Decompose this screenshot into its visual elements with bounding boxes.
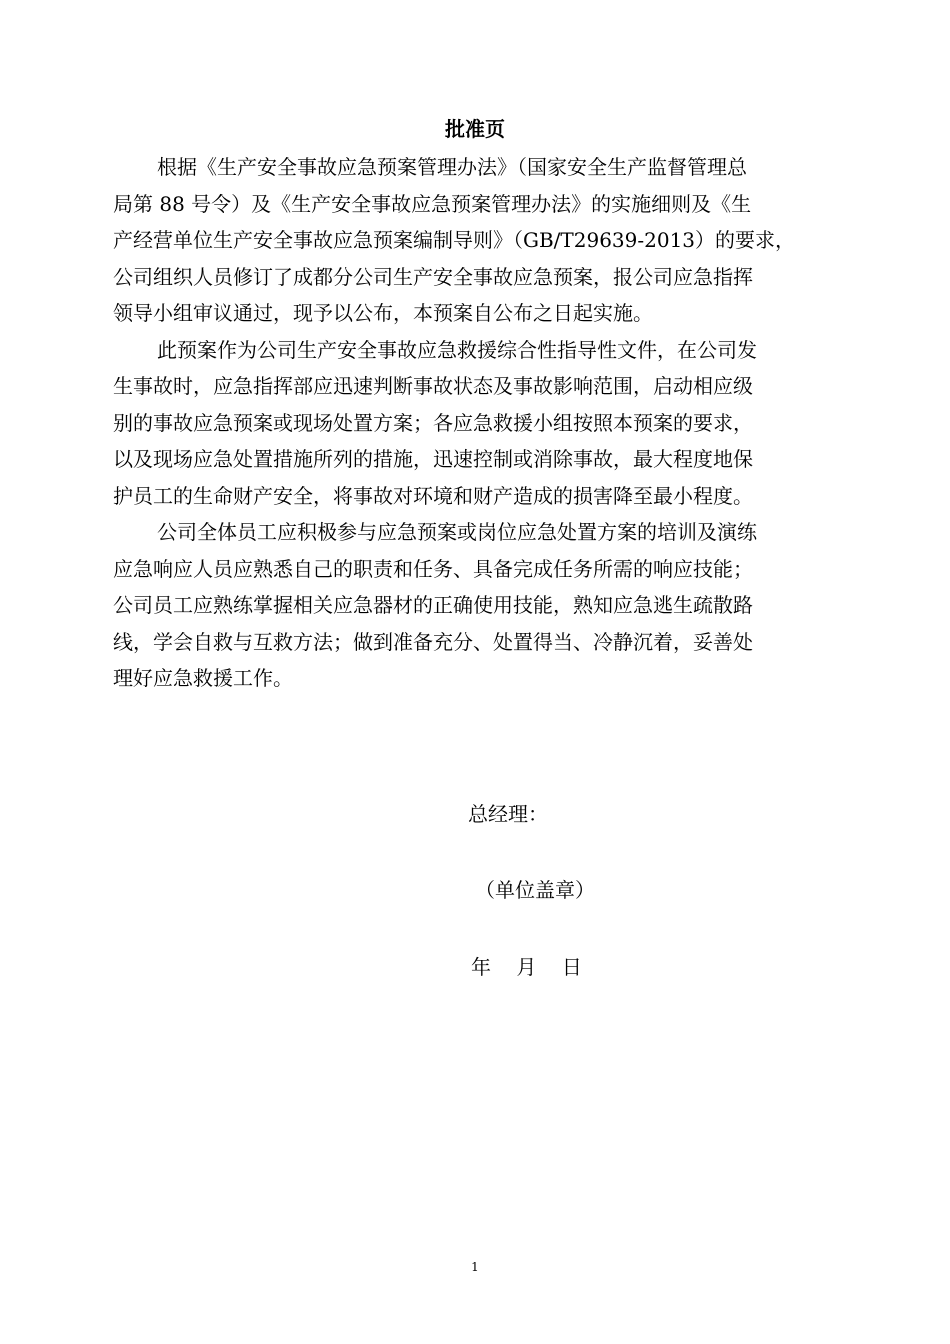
paragraph-line: 理好应急救援工作。	[113, 666, 293, 690]
paragraph-line: 以及现场应急处置措施所列的措施，迅速控制或消除事故，最大程度地保	[113, 447, 753, 471]
paragraph-line: 公司组织人员修订了成都分公司生产安全事故应急预案，报公司应急指挥	[113, 264, 753, 289]
paragraph-line: 领导小组审议通过，现予以公布，本预案自公布之日起实施。	[113, 301, 653, 325]
paragraph-line: 生事故时，应急指挥部应迅速判断事故状态及事故影响范围，启动相应级	[113, 374, 753, 398]
general-manager-label: 总经理：	[468, 802, 548, 826]
paragraph-1	[113, 149, 853, 332]
document-body	[113, 149, 853, 697]
date-label: 年 月 日	[471, 955, 582, 979]
paragraph-line: 根据《生产安全事故应急预案管理办法》（国家安全生产监督管理总	[157, 155, 747, 179]
paragraph-line: 别的事故应急预案或现场处置方案；各应急救援小组按照本预案的要求，	[113, 410, 753, 435]
seal-label: （单位盖章）	[475, 878, 595, 902]
paragraph-line: 应急响应人员应熟悉自己的职责和任务、具备完成任务所需的响应技能；	[113, 556, 753, 581]
paragraph-line: 公司员工应熟练掌握相关应急器材的正确使用技能，熟知应急逃生疏散路	[113, 593, 753, 617]
paragraph-line: 护员工的生命财产安全，将事故对环境和财产造成的损害降至最小程度。	[113, 483, 753, 508]
paragraph-line: 线，学会自救与互救方法；做到准备充分、处置得当、冷静沉着，妥善处	[113, 629, 753, 654]
paragraph-line: 公司全体员工应积极参与应急预案或岗位应急处置方案的培训及演练	[157, 520, 757, 544]
paragraph-2	[113, 332, 853, 515]
paragraph-line: 产经营单位生产安全事故应急预案编制导则》（GB/T29639-2013）的要求，	[113, 228, 796, 252]
page-title: 批准页	[445, 117, 505, 141]
paragraph-3	[113, 514, 853, 697]
paragraph-line: 此预案作为公司生产安全事故应急救援综合性指导性文件，在公司发	[157, 337, 757, 362]
page-number: 1	[471, 1260, 479, 1274]
paragraph-line: 局第 88 号令）及《生产安全事故应急预案管理办法》的实施细则及《生	[113, 191, 752, 216]
